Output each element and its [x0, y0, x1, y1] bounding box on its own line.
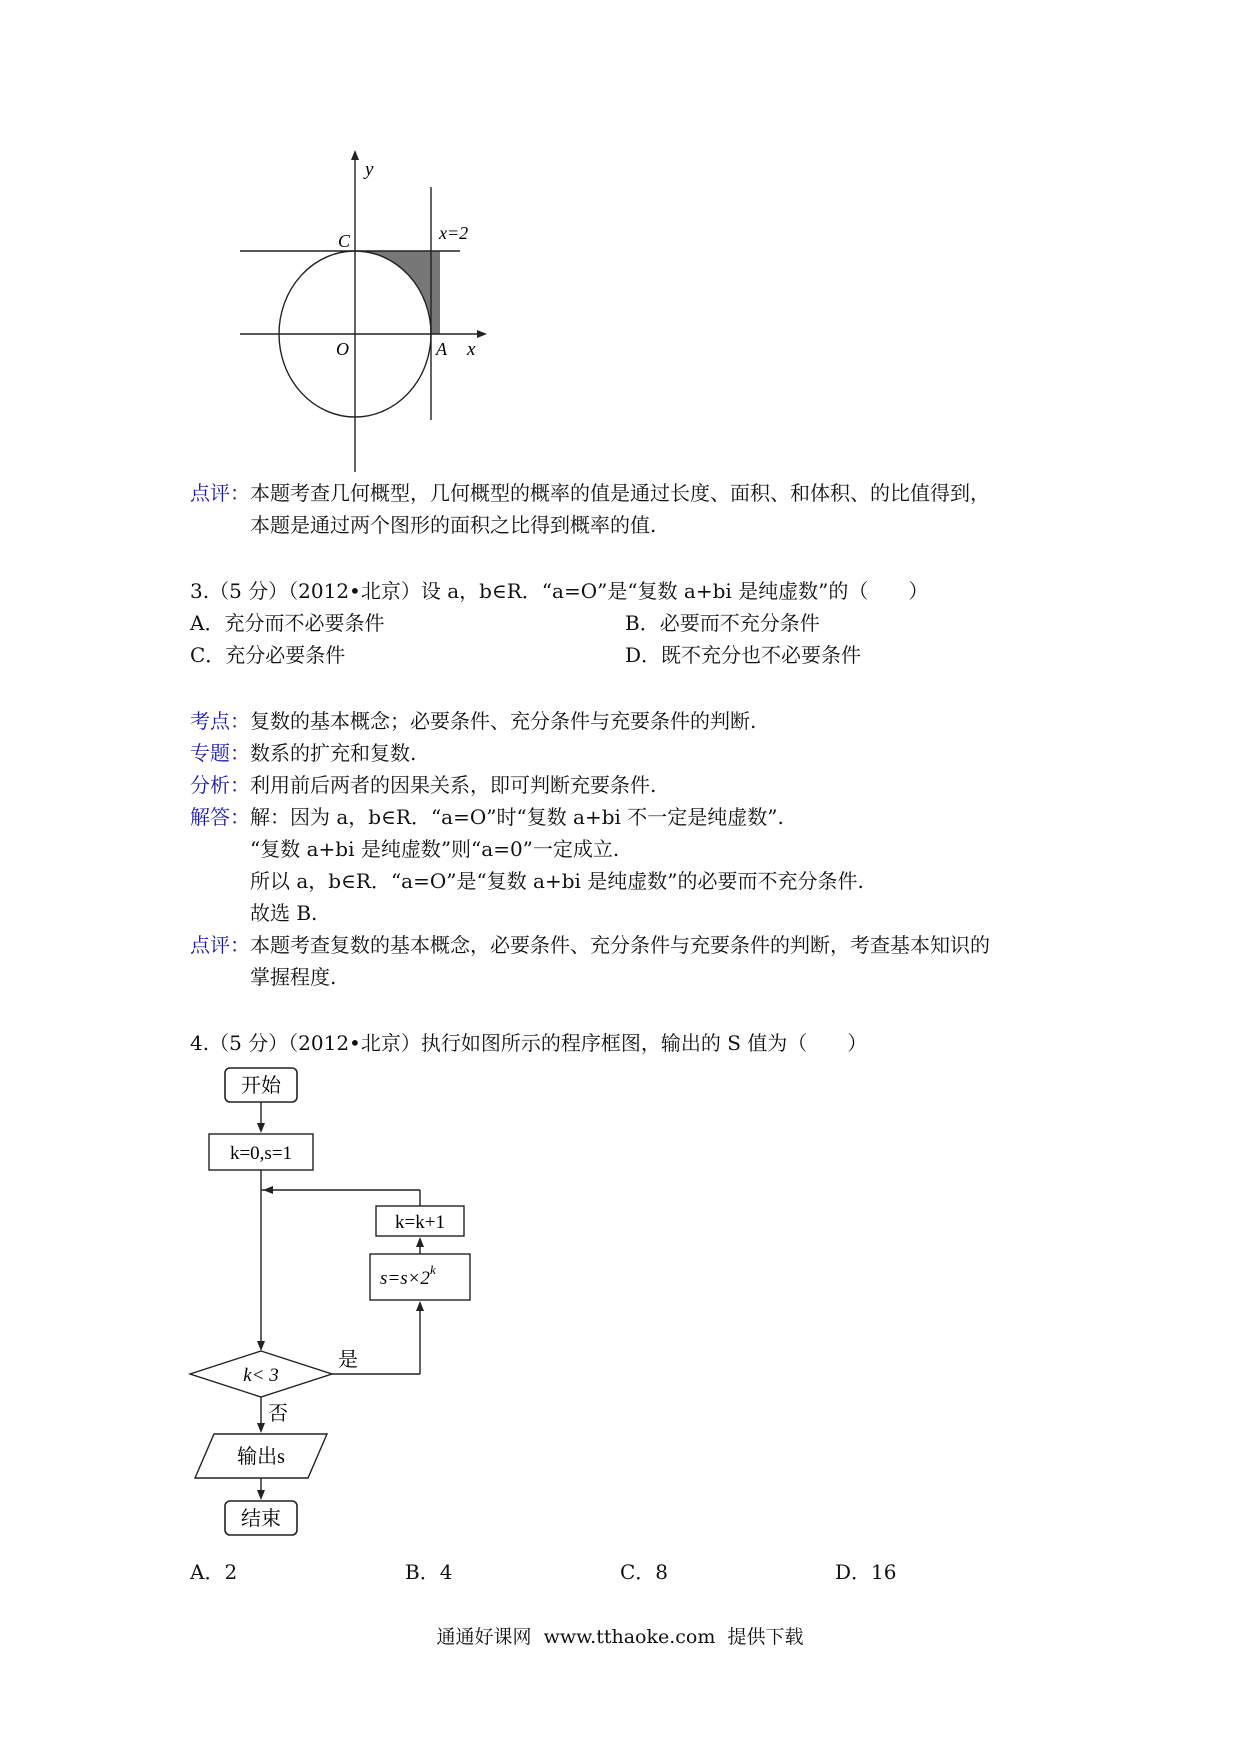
label-y: y	[365, 159, 374, 180]
kaodian-tag: 考点：	[190, 709, 250, 733]
jieda-text3: 所以 a，b∈R．“a=O”是“复数 a+bi 是纯虚数”的必要而不充分条件.	[250, 869, 864, 893]
page-footer: 通通好课网 www.tthaoke.com 提供下载	[436, 1626, 804, 1648]
flow-start-label: 开始	[241, 1075, 281, 1097]
jieda-text1: 解：因为 a，b∈R．“a=O”时“复数 a+bi 不一定是纯虚数”.	[250, 805, 784, 829]
comment2-tag: 点评：	[190, 481, 250, 505]
dianping-text2: 掌握程度.	[250, 965, 337, 989]
label-line: x=2	[439, 223, 469, 243]
comment2-text1: 本题考查几何概型，几何概型的概率的值是通过长度、面积、和体积、的比值得到，	[250, 481, 990, 505]
jieda-text2: “复数 a+bi 是纯虚数”则“a=0”一定成立.	[250, 837, 620, 861]
flowchart	[180, 1060, 500, 1550]
flow-no-label: 否	[268, 1403, 288, 1425]
flow-end-label: 结束	[241, 1508, 281, 1530]
q3-option-c: C．充分必要条件	[190, 643, 346, 667]
jieda-tag: 解答：	[190, 805, 250, 829]
q3-fenxi	[190, 770, 656, 800]
label-o: O	[336, 339, 349, 359]
dianping-tag: 点评：	[190, 933, 250, 957]
x-axis-arrow	[477, 330, 487, 338]
flow-update-exp: k	[429, 1262, 436, 1277]
y-axis-arrow	[351, 150, 359, 160]
fenxi-tag: 分析：	[190, 773, 250, 797]
label-x: x	[467, 339, 476, 360]
q4-stem: 4.（5 分）（2012•北京）执行如图所示的程序框图，输出的 S 值为（ ）	[190, 1031, 868, 1055]
q3-option-a: A．充分而不必要条件	[190, 611, 385, 635]
q3-stem: 3.（5 分）（2012•北京）设 a，b∈R．“a=O”是“复数 a+bi 是纯虚数”的（ ）	[190, 579, 929, 603]
comment2-text2: 本题是通过两个图形的面积之比得到概率的值.	[250, 513, 657, 537]
q4-option-b: B．4	[405, 1560, 453, 1584]
q3-option-b: B．必要而不充分条件	[625, 611, 820, 635]
zhuanti-tag: 专题：	[190, 741, 250, 765]
flow-init-label: k=0,s=1	[229, 1143, 293, 1164]
flow-cond-label: k< 3	[243, 1365, 279, 1386]
q3-zhuanti	[190, 738, 416, 768]
q3-option-d: D．既不充分也不必要条件	[625, 643, 862, 667]
q4-option-c: C．8	[620, 1560, 669, 1584]
jieda-text4: 故选 B.	[250, 901, 318, 925]
q3-kaodian	[190, 706, 756, 736]
label-c: C	[338, 231, 351, 251]
q4-option-a: A．2	[190, 1560, 238, 1584]
q3-dianping	[190, 930, 990, 960]
kaodian-text: 复数的基本概念；必要条件、充分条件与充要条件的判断.	[250, 709, 757, 733]
flow-update-base: s=s×2	[380, 1268, 430, 1289]
q3-jieda	[190, 802, 784, 832]
comment2-line1	[190, 478, 990, 508]
geometry-figure	[240, 150, 560, 480]
flow-output-label: 输出s	[237, 1446, 285, 1468]
flow-inc-label: k=k+1	[395, 1212, 445, 1233]
label-a: A	[436, 339, 447, 359]
q4-option-d: D．16	[835, 1560, 897, 1584]
dianping-text1: 本题考查复数的基本概念，必要条件、充分条件与充要条件的判断，考查基本知识的	[250, 933, 990, 957]
fenxi-text: 利用前后两者的因果关系，即可判断充要条件.	[250, 773, 657, 797]
flow-yes-label: 是	[338, 1349, 358, 1371]
zhuanti-text: 数系的扩充和复数.	[250, 741, 417, 765]
